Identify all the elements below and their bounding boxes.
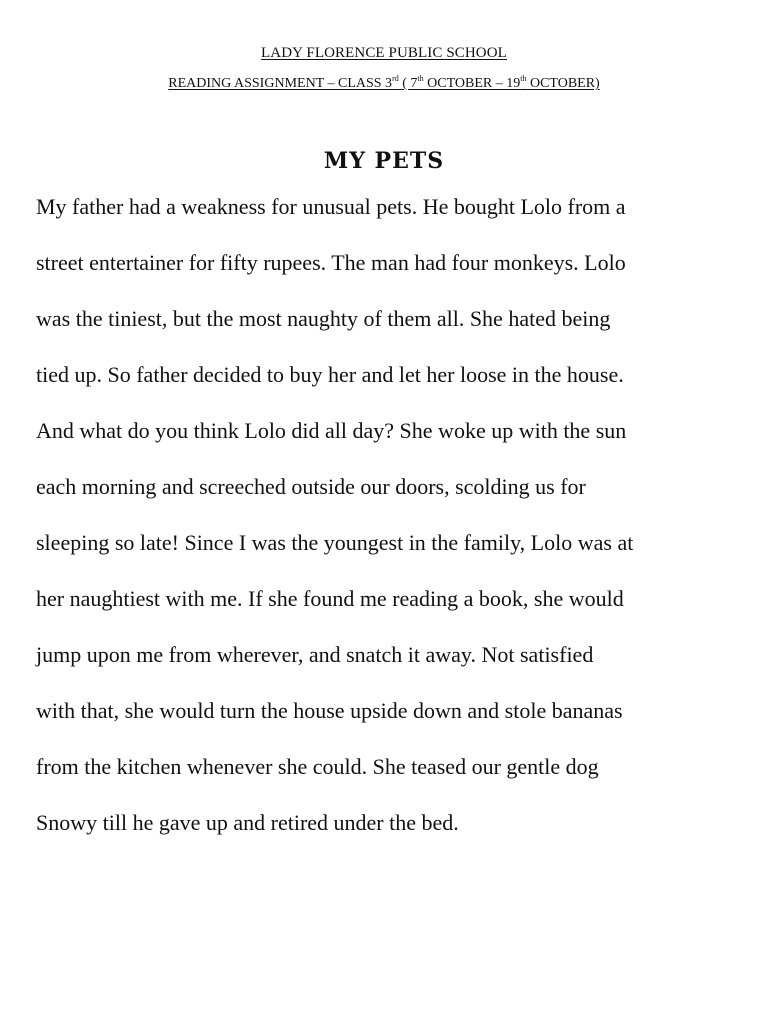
- class-ordinal-suffix: rd: [392, 74, 399, 83]
- paragraph-line: was the tiniest, but the most naughty of them all. She hated being: [36, 306, 611, 331]
- story-paragraph: [36, 190, 756, 862]
- school-name-heading: LADY FLORENCE PUBLIC SCHOOL: [261, 45, 507, 61]
- paragraph-line: Snowy till he gave up and retired under the bed.: [36, 810, 459, 835]
- paragraph-line: each morning and screeched outside our doors, scolding us for: [36, 474, 586, 499]
- end-date-suffix: th: [520, 74, 527, 83]
- paragraph-line: My father had a weakness for unusual pets. He bought Lolo from a: [36, 194, 626, 219]
- paragraph-line: tied up. So father decided to buy her and let her loose in the house.: [36, 362, 624, 387]
- start-date-suffix: th: [417, 74, 424, 83]
- assignment-prefix: READING ASSIGNMENT – CLASS 3: [168, 76, 393, 91]
- paragraph-line: And what do you think Lolo did all day? She woke up with the sun: [36, 418, 627, 443]
- paragraph-line: from the kitchen whenever she could. She teased our gentle dog: [36, 754, 599, 779]
- assignment-heading: [0, 76, 768, 92]
- paragraph-line: sleeping so late! Since I was the youngest in the family, Lolo was at: [36, 530, 634, 555]
- paragraph-line: with that, she would turn the house upside down and stole bananas: [36, 698, 623, 723]
- paragraph-line: street entertainer for fifty rupees. The man had four monkeys. Lolo: [36, 250, 626, 275]
- date-close: OCTOBER): [526, 76, 600, 91]
- date-mid: OCTOBER – 19: [423, 76, 521, 91]
- paragraph-line: her naughtiest with me. If she found me reading a book, she would: [36, 586, 624, 611]
- date-open: ( 7: [398, 76, 418, 91]
- paragraph-line: jump upon me from wherever, and snatch it away. Not satisfied: [36, 642, 594, 667]
- story-title: MY PETS: [323, 148, 445, 174]
